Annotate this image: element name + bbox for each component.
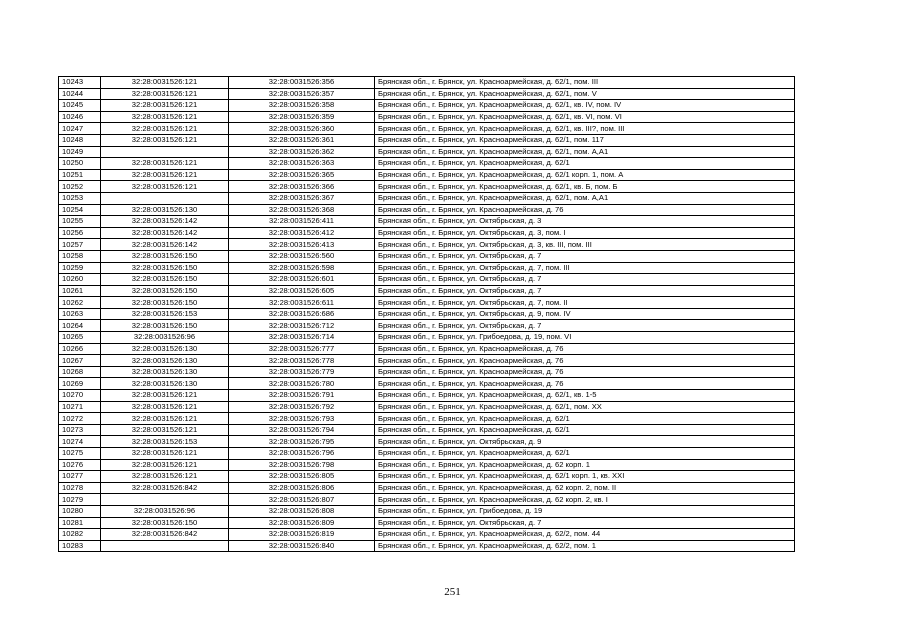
address-cell: Брянская обл., г. Брянск, ул. Октябрьская, д. 3	[375, 216, 795, 228]
table-row	[59, 158, 795, 170]
row-number-cell: 10247	[59, 123, 101, 135]
address-cell: Брянская обл., г. Брянск, ул. Красноармейская, д. 62 корп. 1	[375, 459, 795, 471]
parcel-number-cell: 32:28:0031526:121	[101, 413, 229, 425]
address-cell: Брянская обл., г. Брянск, ул. Красноармейская, д. 62/1	[375, 424, 795, 436]
object-number-cell: 32:28:0031526:358	[229, 100, 375, 112]
table-row	[59, 239, 795, 251]
table-row	[59, 378, 795, 390]
object-number-cell: 32:28:0031526:413	[229, 239, 375, 251]
row-number-cell: 10279	[59, 494, 101, 506]
address-cell: Брянская обл., г. Брянск, ул. Октябрьская, д. 9	[375, 436, 795, 448]
address-cell: Брянская обл., г. Брянск, ул. Грибоедова, д. 19, пом. VI	[375, 332, 795, 344]
row-number-cell: 10280	[59, 505, 101, 517]
row-number-cell: 10258	[59, 250, 101, 262]
parcel-number-cell: 32:28:0031526:150	[101, 274, 229, 286]
object-number-cell: 32:28:0031526:712	[229, 320, 375, 332]
parcel-number-cell: 32:28:0031526:142	[101, 227, 229, 239]
table-row	[59, 459, 795, 471]
row-number-cell: 10243	[59, 77, 101, 89]
address-cell: Брянская обл., г. Брянск, ул. Октябрьская, д. 7	[375, 517, 795, 529]
table-row	[59, 332, 795, 344]
row-number-cell: 10254	[59, 204, 101, 216]
table-row	[59, 320, 795, 332]
table-row	[59, 471, 795, 483]
parcel-number-cell	[101, 494, 229, 506]
object-number-cell: 32:28:0031526:611	[229, 297, 375, 309]
address-cell: Брянская обл., г. Брянск, ул. Красноармейская, д. 62/1, кв. III?, пом. III	[375, 123, 795, 135]
object-number-cell: 32:28:0031526:793	[229, 413, 375, 425]
row-number-cell: 10282	[59, 529, 101, 541]
row-number-cell: 10249	[59, 146, 101, 158]
object-number-cell: 32:28:0031526:714	[229, 332, 375, 344]
table-row	[59, 192, 795, 204]
table-row	[59, 100, 795, 112]
table-row	[59, 169, 795, 181]
object-number-cell: 32:28:0031526:791	[229, 390, 375, 402]
address-cell: Брянская обл., г. Брянск, ул. Красноармейская, д. 62/1	[375, 413, 795, 425]
parcel-number-cell: 32:28:0031526:842	[101, 529, 229, 541]
row-number-cell: 10244	[59, 88, 101, 100]
parcel-number-cell: 32:28:0031526:150	[101, 250, 229, 262]
parcel-number-cell: 32:28:0031526:150	[101, 262, 229, 274]
object-number-cell: 32:28:0031526:778	[229, 355, 375, 367]
address-cell: Брянская обл., г. Брянск, ул. Красноармейская, д. 62/1, пом. III	[375, 77, 795, 89]
table-row	[59, 505, 795, 517]
object-number-cell: 32:28:0031526:798	[229, 459, 375, 471]
row-number-cell: 10281	[59, 517, 101, 529]
row-number-cell: 10262	[59, 297, 101, 309]
object-number-cell: 32:28:0031526:601	[229, 274, 375, 286]
registry-table-body	[59, 77, 795, 552]
address-cell: Брянская обл., г. Брянск, ул. Красноармейская, д. 62/1, пом. А,А1	[375, 146, 795, 158]
row-number-cell: 10276	[59, 459, 101, 471]
address-cell: Брянская обл., г. Брянск, ул. Красноармейская, д. 62/2, пом. 1	[375, 540, 795, 552]
parcel-number-cell	[101, 192, 229, 204]
row-number-cell: 10250	[59, 158, 101, 170]
parcel-number-cell: 32:28:0031526:121	[101, 181, 229, 193]
object-number-cell: 32:28:0031526:368	[229, 204, 375, 216]
parcel-number-cell	[101, 540, 229, 552]
address-cell: Брянская обл., г. Брянск, ул. Грибоедова, д. 19	[375, 505, 795, 517]
table-row	[59, 413, 795, 425]
address-cell: Брянская обл., г. Брянск, ул. Красноармейская, д. 62/1	[375, 448, 795, 460]
address-cell: Брянская обл., г. Брянск, ул. Красноармейская, д. 76	[375, 204, 795, 216]
table-row	[59, 274, 795, 286]
address-cell: Брянская обл., г. Брянск, ул. Красноармейская, д. 62/1, пом. А,А1	[375, 192, 795, 204]
table-row	[59, 88, 795, 100]
parcel-number-cell: 32:28:0031526:130	[101, 378, 229, 390]
object-number-cell: 32:28:0031526:840	[229, 540, 375, 552]
object-number-cell: 32:28:0031526:779	[229, 366, 375, 378]
parcel-number-cell: 32:28:0031526:150	[101, 320, 229, 332]
row-number-cell: 10266	[59, 343, 101, 355]
table-row	[59, 285, 795, 297]
row-number-cell: 10274	[59, 436, 101, 448]
table-row	[59, 204, 795, 216]
parcel-number-cell: 32:28:0031526:842	[101, 482, 229, 494]
row-number-cell: 10246	[59, 111, 101, 123]
row-number-cell: 10270	[59, 390, 101, 402]
object-number-cell: 32:28:0031526:365	[229, 169, 375, 181]
parcel-number-cell: 32:28:0031526:150	[101, 517, 229, 529]
object-number-cell: 32:28:0031526:792	[229, 401, 375, 413]
table-row	[59, 227, 795, 239]
address-cell: Брянская обл., г. Брянск, ул. Красноармейская, д. 62/1 корп. 1, пом. А	[375, 169, 795, 181]
table-row	[59, 517, 795, 529]
object-number-cell: 32:28:0031526:796	[229, 448, 375, 460]
object-number-cell: 32:28:0031526:780	[229, 378, 375, 390]
object-number-cell: 32:28:0031526:411	[229, 216, 375, 228]
object-number-cell: 32:28:0031526:686	[229, 308, 375, 320]
row-number-cell: 10273	[59, 424, 101, 436]
parcel-number-cell: 32:28:0031526:121	[101, 123, 229, 135]
table-row	[59, 343, 795, 355]
object-number-cell: 32:28:0031526:795	[229, 436, 375, 448]
table-row	[59, 111, 795, 123]
address-cell: Брянская обл., г. Брянск, ул. Красноармейская, д. 62/1, кв. Б, пом. Б	[375, 181, 795, 193]
address-cell: Брянская обл., г. Брянск, ул. Красноармейская, д. 62/2, пом. 44	[375, 529, 795, 541]
table-row	[59, 250, 795, 262]
table-row	[59, 448, 795, 460]
table-row	[59, 401, 795, 413]
parcel-number-cell: 32:28:0031526:153	[101, 436, 229, 448]
table-row	[59, 181, 795, 193]
table-row	[59, 366, 795, 378]
parcel-number-cell: 32:28:0031526:153	[101, 308, 229, 320]
registry-table	[58, 76, 795, 552]
address-cell: Брянская обл., г. Брянск, ул. Октябрьская, д. 7	[375, 320, 795, 332]
row-number-cell: 10257	[59, 239, 101, 251]
object-number-cell: 32:28:0031526:366	[229, 181, 375, 193]
row-number-cell: 10264	[59, 320, 101, 332]
address-cell: Брянская обл., г. Брянск, ул. Красноармейская, д. 76	[375, 343, 795, 355]
address-cell: Брянская обл., г. Брянск, ул. Красноармейская, д. 62/1, кв. IV, пом. IV	[375, 100, 795, 112]
address-cell: Брянская обл., г. Брянск, ул. Красноармейская, д. 62/1, кв. 1-5	[375, 390, 795, 402]
address-cell: Брянская обл., г. Брянск, ул. Красноармейская, д. 62/1	[375, 158, 795, 170]
row-number-cell: 10256	[59, 227, 101, 239]
row-number-cell: 10252	[59, 181, 101, 193]
table-row	[59, 262, 795, 274]
object-number-cell: 32:28:0031526:819	[229, 529, 375, 541]
row-number-cell: 10268	[59, 366, 101, 378]
object-number-cell: 32:28:0031526:805	[229, 471, 375, 483]
address-cell: Брянская обл., г. Брянск, ул. Октябрьская, д. 3, кв. III, пом. III	[375, 239, 795, 251]
row-number-cell: 10265	[59, 332, 101, 344]
parcel-number-cell: 32:28:0031526:121	[101, 77, 229, 89]
parcel-number-cell: 32:28:0031526:121	[101, 158, 229, 170]
row-number-cell: 10260	[59, 274, 101, 286]
row-number-cell: 10263	[59, 308, 101, 320]
object-number-cell: 32:28:0031526:412	[229, 227, 375, 239]
address-cell: Брянская обл., г. Брянск, ул. Октябрьская, д. 7, пом. II	[375, 297, 795, 309]
parcel-number-cell: 32:28:0031526:121	[101, 100, 229, 112]
page-number: 251	[444, 586, 461, 598]
object-number-cell: 32:28:0031526:809	[229, 517, 375, 529]
address-cell: Брянская обл., г. Брянск, ул. Красноармейская, д. 62/1, пом. 117	[375, 134, 795, 146]
table-row	[59, 297, 795, 309]
table-row	[59, 77, 795, 89]
address-cell: Брянская обл., г. Брянск, ул. Красноармейская, д. 76	[375, 366, 795, 378]
object-number-cell: 32:28:0031526:598	[229, 262, 375, 274]
parcel-number-cell: 32:28:0031526:121	[101, 111, 229, 123]
row-number-cell: 10283	[59, 540, 101, 552]
address-cell: Брянская обл., г. Брянск, ул. Октябрьская, д. 3, пом. I	[375, 227, 795, 239]
row-number-cell: 10275	[59, 448, 101, 460]
parcel-number-cell: 32:28:0031526:121	[101, 424, 229, 436]
object-number-cell: 32:28:0031526:363	[229, 158, 375, 170]
table-row	[59, 529, 795, 541]
parcel-number-cell: 32:28:0031526:130	[101, 366, 229, 378]
parcel-number-cell: 32:28:0031526:121	[101, 448, 229, 460]
table-row	[59, 355, 795, 367]
row-number-cell: 10245	[59, 100, 101, 112]
row-number-cell: 10253	[59, 192, 101, 204]
address-cell: Брянская обл., г. Брянск, ул. Красноармейская, д. 76	[375, 355, 795, 367]
row-number-cell: 10248	[59, 134, 101, 146]
row-number-cell: 10278	[59, 482, 101, 494]
parcel-number-cell: 32:28:0031526:130	[101, 204, 229, 216]
parcel-number-cell: 32:28:0031526:121	[101, 134, 229, 146]
address-cell: Брянская обл., г. Брянск, ул. Красноармейская, д. 62/1, пом. XX	[375, 401, 795, 413]
parcel-number-cell: 32:28:0031526:96	[101, 332, 229, 344]
object-number-cell: 32:28:0031526:806	[229, 482, 375, 494]
address-cell: Брянская обл., г. Брянск, ул. Красноармейская, д. 62/1 корп. 1, кв. XXI	[375, 471, 795, 483]
object-number-cell: 32:28:0031526:367	[229, 192, 375, 204]
object-number-cell: 32:28:0031526:356	[229, 77, 375, 89]
parcel-number-cell: 32:28:0031526:130	[101, 343, 229, 355]
parcel-number-cell: 32:28:0031526:142	[101, 239, 229, 251]
parcel-number-cell: 32:28:0031526:130	[101, 355, 229, 367]
object-number-cell: 32:28:0031526:605	[229, 285, 375, 297]
address-cell: Брянская обл., г. Брянск, ул. Октябрьская, д. 9, пом. IV	[375, 308, 795, 320]
address-cell: Брянская обл., г. Брянск, ул. Красноармейская, д. 76	[375, 378, 795, 390]
table-row	[59, 308, 795, 320]
table-row	[59, 123, 795, 135]
address-cell: Брянская обл., г. Брянск, ул. Октябрьская, д. 7	[375, 285, 795, 297]
address-cell: Брянская обл., г. Брянск, ул. Октябрьская, д. 7	[375, 274, 795, 286]
table-row	[59, 494, 795, 506]
parcel-number-cell: 32:28:0031526:121	[101, 459, 229, 471]
parcel-number-cell: 32:28:0031526:150	[101, 297, 229, 309]
table-row	[59, 134, 795, 146]
parcel-number-cell: 32:28:0031526:121	[101, 88, 229, 100]
object-number-cell: 32:28:0031526:807	[229, 494, 375, 506]
table-row	[59, 482, 795, 494]
table-row	[59, 390, 795, 402]
table-row	[59, 540, 795, 552]
row-number-cell: 10251	[59, 169, 101, 181]
parcel-number-cell	[101, 146, 229, 158]
parcel-number-cell: 32:28:0031526:121	[101, 390, 229, 402]
object-number-cell: 32:28:0031526:794	[229, 424, 375, 436]
parcel-number-cell: 32:28:0031526:121	[101, 401, 229, 413]
object-number-cell: 32:28:0031526:362	[229, 146, 375, 158]
row-number-cell: 10255	[59, 216, 101, 228]
row-number-cell: 10259	[59, 262, 101, 274]
table-row	[59, 216, 795, 228]
address-cell: Брянская обл., г. Брянск, ул. Октябрьская, д. 7	[375, 250, 795, 262]
row-number-cell: 10269	[59, 378, 101, 390]
address-cell: Брянская обл., г. Брянск, ул. Октябрьская, д. 7, пом. III	[375, 262, 795, 274]
object-number-cell: 32:28:0031526:808	[229, 505, 375, 517]
parcel-number-cell: 32:28:0031526:142	[101, 216, 229, 228]
table-row	[59, 436, 795, 448]
object-number-cell: 32:28:0031526:359	[229, 111, 375, 123]
address-cell: Брянская обл., г. Брянск, ул. Красноармейская, д. 62 корп. 2, пом. II	[375, 482, 795, 494]
row-number-cell: 10271	[59, 401, 101, 413]
table-row	[59, 424, 795, 436]
row-number-cell: 10277	[59, 471, 101, 483]
address-cell: Брянская обл., г. Брянск, ул. Красноармейская, д. 62/1, пом. V	[375, 88, 795, 100]
parcel-number-cell: 32:28:0031526:150	[101, 285, 229, 297]
row-number-cell: 10267	[59, 355, 101, 367]
parcel-number-cell: 32:28:0031526:121	[101, 169, 229, 181]
object-number-cell: 32:28:0031526:360	[229, 123, 375, 135]
address-cell: Брянская обл., г. Брянск, ул. Красноармейская, д. 62/1, кв. VI, пом. VI	[375, 111, 795, 123]
address-cell: Брянская обл., г. Брянск, ул. Красноармейская, д. 62 корп. 2, кв. I	[375, 494, 795, 506]
object-number-cell: 32:28:0031526:777	[229, 343, 375, 355]
row-number-cell: 10261	[59, 285, 101, 297]
parcel-number-cell: 32:28:0031526:121	[101, 471, 229, 483]
row-number-cell: 10272	[59, 413, 101, 425]
parcel-number-cell: 32:28:0031526:96	[101, 505, 229, 517]
object-number-cell: 32:28:0031526:361	[229, 134, 375, 146]
object-number-cell: 32:28:0031526:560	[229, 250, 375, 262]
table-row	[59, 146, 795, 158]
object-number-cell: 32:28:0031526:357	[229, 88, 375, 100]
